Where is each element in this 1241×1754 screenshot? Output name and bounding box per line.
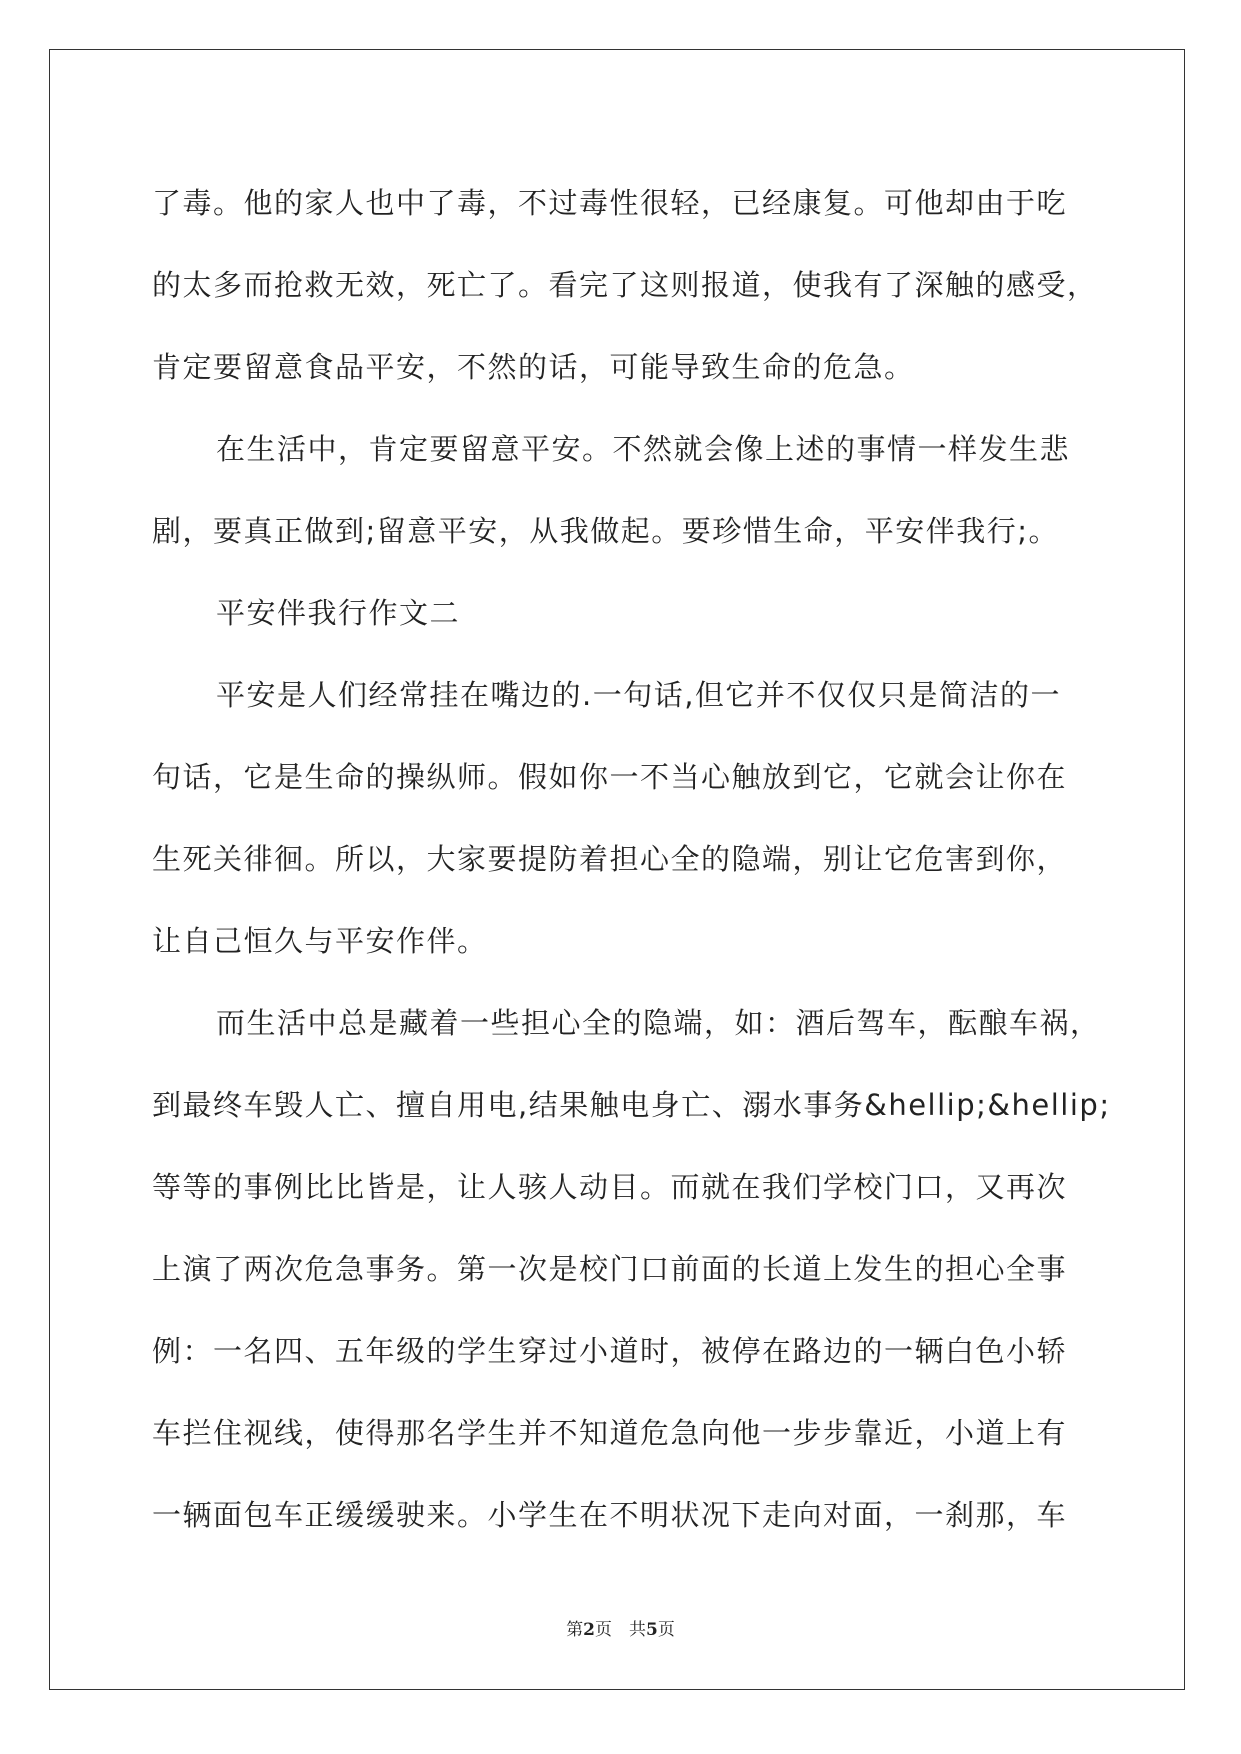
page-current: 2 [583, 1620, 595, 1640]
section-heading: 平安伴我行作文二 [216, 596, 461, 630]
page-mid: 页 共 [595, 1620, 646, 1640]
document-body [152, 162, 1111, 1556]
page-prefix: 第 [566, 1620, 584, 1640]
text-line: 句话，它是生命的操纵师。假如你一不当心触放到它，它就会让你在 [152, 760, 1068, 794]
text-line: 的太多而抢救无效，死亡了。看完了这则报道，使我有了深触的感受， [152, 268, 1098, 302]
page-suffix: 页 [657, 1620, 675, 1640]
text-line: 肯定要留意食品平安，不然的话，可能导致生命的危急。 [152, 350, 915, 384]
text-line: 车拦住视线，使得那名学生并不知道危急向他一步步靠近，小道上有 [152, 1416, 1068, 1450]
text-line: 一辆面包车正缓缓驶来。小学生在不明状况下走向对面，一刹那，车 [152, 1498, 1068, 1532]
text-line: 到最终车毁人亡、擅自用电,结果触电身亡、溺水事务&hellip;&hellip; [152, 1088, 1111, 1122]
text-line: 在生活中，肯定要留意平安。不然就会像上述的事情一样发生悲 [216, 432, 1071, 466]
text-line: 生死关徘徊。所以，大家要提防着担心全的隐端，别让它危害到你， [152, 842, 1068, 876]
text-line: 让自己恒久与平安作伴。 [152, 924, 488, 958]
text-line: 上演了两次危急事务。第一次是校门口前面的长道上发生的担心全事 [152, 1252, 1068, 1286]
text-line: 而生活中总是藏着一些担心全的隐端，如：酒后驾车，酝酿车祸， [216, 1006, 1101, 1040]
page-footer [0, 1615, 1241, 1640]
text-line: 了毒。他的家人也中了毒，不过毒性很轻，已经康复。可他却由于吃 [152, 186, 1068, 220]
text-line: 等等的事例比比皆是，让人骇人动目。而就在我们学校门口，又再次 [152, 1170, 1068, 1204]
page-total: 5 [646, 1620, 658, 1640]
text-line: 剧，要真正做到;留意平安，从我做起。要珍惜生命，平安伴我行;。 [152, 514, 1060, 548]
text-line: 例：一名四、五年级的学生穿过小道时，被停在路边的一辆白色小轿 [152, 1334, 1068, 1368]
text-line: 平安是人们经常挂在嘴边的.一句话,但它并不仅仅只是简洁的一 [216, 678, 1061, 712]
